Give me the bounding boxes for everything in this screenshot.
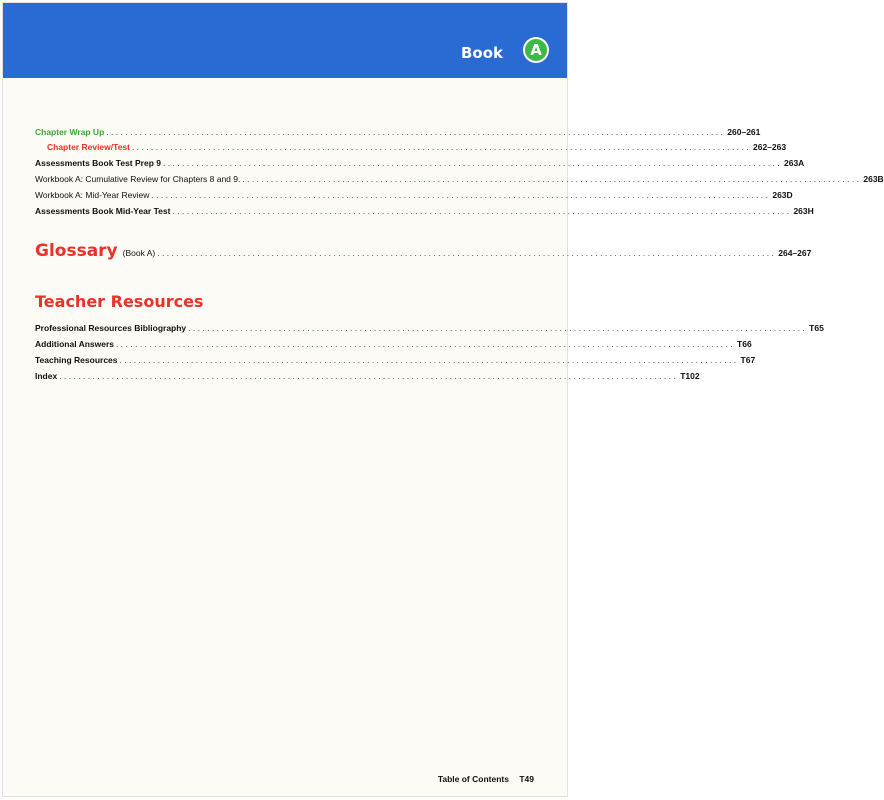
toc-entry-label: Index xyxy=(35,371,58,381)
dot-leader: .................................................................................................................................. xyxy=(157,248,777,258)
footer-section: Table of Contents xyxy=(437,774,509,784)
toc-entry-mid-year-test xyxy=(35,206,814,216)
book-badge xyxy=(523,37,549,63)
toc-entry-additional-answers xyxy=(35,339,752,349)
toc-entry-index xyxy=(35,371,700,381)
toc-entry-test-prep xyxy=(35,158,805,168)
glossary-title: Glossary xyxy=(35,241,118,261)
book-label: Book xyxy=(460,44,503,62)
book-letter: A xyxy=(525,39,547,61)
toc-entry-chapter-review-test xyxy=(47,142,787,152)
dot-leader: .................................................................................................................................. xyxy=(242,174,862,184)
toc-entry-label: Professional Resources Bibliography xyxy=(35,323,187,333)
toc-entry-mid-year-review xyxy=(35,190,793,200)
footer-page-number: T49 xyxy=(519,774,534,784)
document-page xyxy=(2,2,884,797)
toc-entry-chapter-wrap-up xyxy=(35,127,761,137)
dot-leader: .................................................................................................................................. xyxy=(151,190,771,200)
toc-entry-page: T65 xyxy=(809,323,824,333)
dot-leader: .................................................................................................................................. xyxy=(59,371,679,381)
glossary-subtitle: (Book A) xyxy=(122,248,156,258)
toc-entry-page: 263A xyxy=(784,158,805,168)
toc-entry-label: Teaching Resources xyxy=(35,355,118,365)
toc-entry-bibliography xyxy=(35,323,824,333)
toc-entry-cumulative-review xyxy=(35,174,884,184)
dot-leader: .................................................................................................................................. xyxy=(119,355,739,365)
dot-leader: .................................................................................................................................. xyxy=(131,142,751,152)
toc-entry-page: T67 xyxy=(740,355,756,365)
page-footer xyxy=(438,774,534,784)
header-band xyxy=(3,3,567,78)
glossary-page: 264–267 xyxy=(778,248,812,258)
dot-leader: .................................................................................................................................. xyxy=(188,323,808,333)
toc-entry-page: 262–263 xyxy=(753,142,787,152)
toc-entry-label: Chapter Review/Test xyxy=(47,142,130,152)
dot-leader: .................................................................................................................................. xyxy=(162,158,782,168)
toc-entry-label: Workbook A: Mid-Year Review xyxy=(35,190,150,200)
toc-entry-label: Chapter Wrap Up xyxy=(35,127,105,137)
dot-leader: .................................................................................................................................. xyxy=(172,206,792,216)
dot-leader: .................................................................................................................................. xyxy=(116,339,736,349)
dot-leader: .................................................................................................................................. xyxy=(106,127,726,137)
toc-entry-label: Workbook A: Cumulative Review for Chapters 8 and 9. xyxy=(35,174,241,184)
toc-entry-page: 263B xyxy=(863,174,884,184)
toc-entry-teaching-resources xyxy=(35,355,756,365)
toc-entry-label: Assessments Book Test Prep 9 xyxy=(35,158,161,168)
toc-entry-page: 263H xyxy=(793,206,814,216)
teacher-resources-title: Teacher Resources xyxy=(35,292,204,311)
toc-entry-label: Additional Answers xyxy=(35,339,115,349)
toc-entry-label: Assessments Book Mid-Year Test xyxy=(35,206,171,216)
toc-entry-page: 260–261 xyxy=(727,127,761,137)
toc-entry-glossary xyxy=(35,241,812,261)
toc-entry-page: 263D xyxy=(772,190,793,200)
toc-entry-page: T66 xyxy=(737,339,752,349)
toc-entry-page: T102 xyxy=(680,371,700,381)
